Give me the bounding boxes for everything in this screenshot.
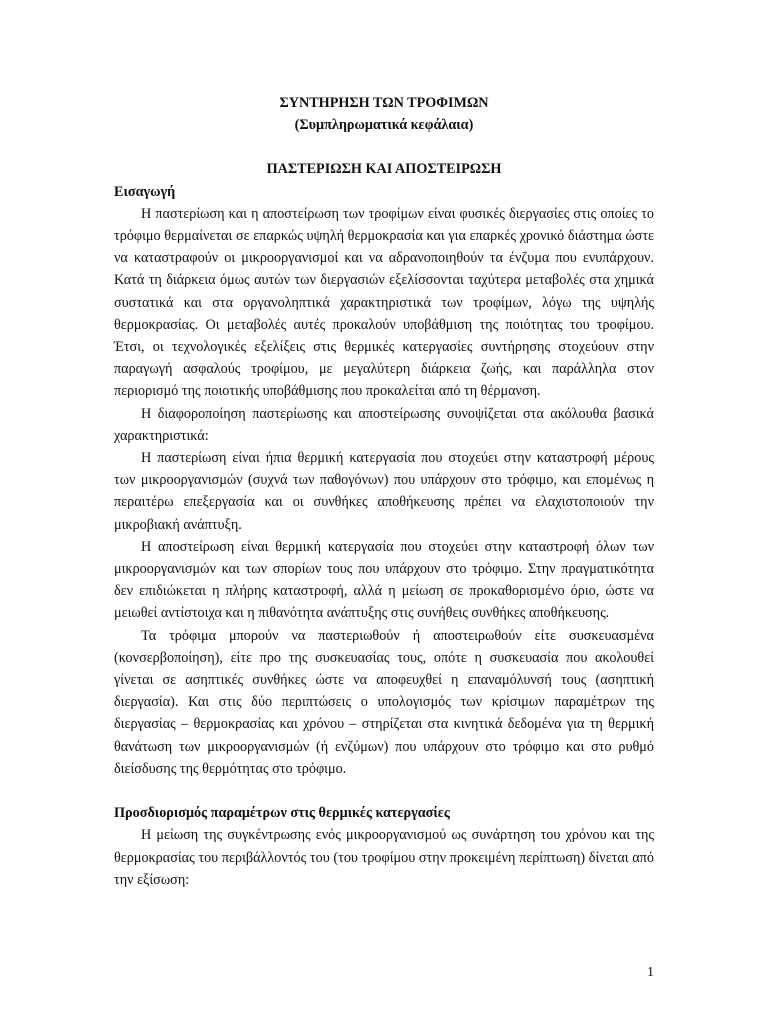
paragraph-intro: Η παστερίωση και η αποστείρωση των τροφίμων είναι φυσικές διεργασίες στις οποίες το τρόφιμο θερμαίνεται σε επαρκώς υψηλή θερμοκρασία και για επαρκές χρονικό διάστημα ώστε να καταστραφούν οι μικροοργανισμοί και να αδρανοποιηθούν τα ένζυμα που ενυπάρχουν. Κατά τη διάρκεια όμως αυτών των διεργασιών εξελίσσονται ταχύτερα μεταβολές στα χημικά συστατικά και στα οργανοληπτικά χαρακτηριστικά των τροφίμων, λόγω της υψηλής θερμοκρασίας. Οι μεταβολές αυτές προκαλούν υποβάθμιση της ποιότητας του τροφίμου. Έτσι, οι τεχνολογικές εξελίξεις στις θερμικές κατεργασίες συντήρησης στοχεύουν στην παραγωγή ασφαλούς τροφίμου, με μεγαλύτερη διάρκεια ζωής, και παράλληλα στον περιορισμό της ποιοτικής υποβάθμισης που προκαλείται από τη θέρμανση. — [114, 205, 654, 400]
spacer — [114, 136, 654, 158]
paragraph-params: Η μείωση της συγκέντρωσης ενός μικροοργανισμού ως συνάρτηση του χρόνου και της θερμοκρασίας του περιβάλλοντός του (του τροφίμου στην προκειμένη περίπτωση) δίνεται από την εξίσωση: — [114, 827, 654, 888]
paragraph-pasteurization: Η παστερίωση είναι ήπια θερμική κατεργασία που στοχεύει στην καταστροφή μέρους των μικροοργανισμών (συχνά των παθογόνων) που υπάρχουν στο τρόφιμο, και επομένως η περαιτέρω επεξεργασία και οι συνθήκες αποθήκευσης πρέπει να ελαχιστοποιούν την μικροβιακή ανάπτυξη. — [114, 450, 654, 533]
params-heading: Προσδιορισμός παραμέτρων στις θερμικές κατεργασίες — [114, 805, 450, 822]
spacer — [114, 780, 654, 802]
page-number: 1 — [647, 965, 654, 980]
paragraph-sterilization: Η αποστείρωση είναι θερμική κατεργασία που στοχεύει στην καταστροφή όλων των μικροοργανισμών και των σπορίων τους που υπάρχουν στο τρόφιμο. Στην πραγματικότητα δεν επιδιώκεται η πλήρης καταστροφή, αλλά η μείωση σε προκαθορισμένο όριο, ώστε να μειωθεί αντίστοιχα και η πιθανότητα ανάπτυξης στις συνήθεις συνθήκες αποθήκευσης. — [114, 538, 654, 622]
document-title: ΣΥΝΤΗΡΗΣΗ ΤΩΝ ΤΡΟΦΙΜΩΝ — [279, 95, 489, 111]
section-title: ΠΑΣΤΕΡΙΩΣΗ ΚΑΙ ΑΠΟΣΤΕΙΡΩΣΗ — [266, 161, 502, 178]
document-page — [114, 92, 654, 891]
intro-heading: Εισαγωγή — [114, 183, 176, 200]
document-subtitle: (Συμπληρωματικά κεφάλαια) — [294, 117, 474, 134]
paragraph-differentiation: Η διαφοροποίηση παστερίωσης και αποστείρωσης συνοψίζεται στα ακόλουθα βασικά χαρακτηριστικά: — [114, 405, 654, 444]
paragraph-packaging: Τα τρόφιμα μπορούν να παστεριωθούν ή αποστειρωθούν είτε συσκευασμένα (κονσερβοποίηση), είτε προ της συσκευασίας τους, οπότε η συσκευασία που ακολουθεί γίνεται σε ασηπτικές συνθήκες ώστε να αποφευχθεί η επαναμόλυνσή τους (ασηπτική διεργασία). Και στις δύο περιπτώσεις ο υπολογισμός των κρίσιμων παραμέτρων της διεργασίας – θερμοκρασίας και χρόνου – στηρίζεται στα κινητικά δεδομένα για τη θερμική θανάτωση των μικροοργανισμών (ή ενζύμων) που υπάρχουν στο τρόφιμο και στο ρυθμό διείσδυσης της θερμότητας στο τρόφιμο. — [114, 627, 654, 777]
